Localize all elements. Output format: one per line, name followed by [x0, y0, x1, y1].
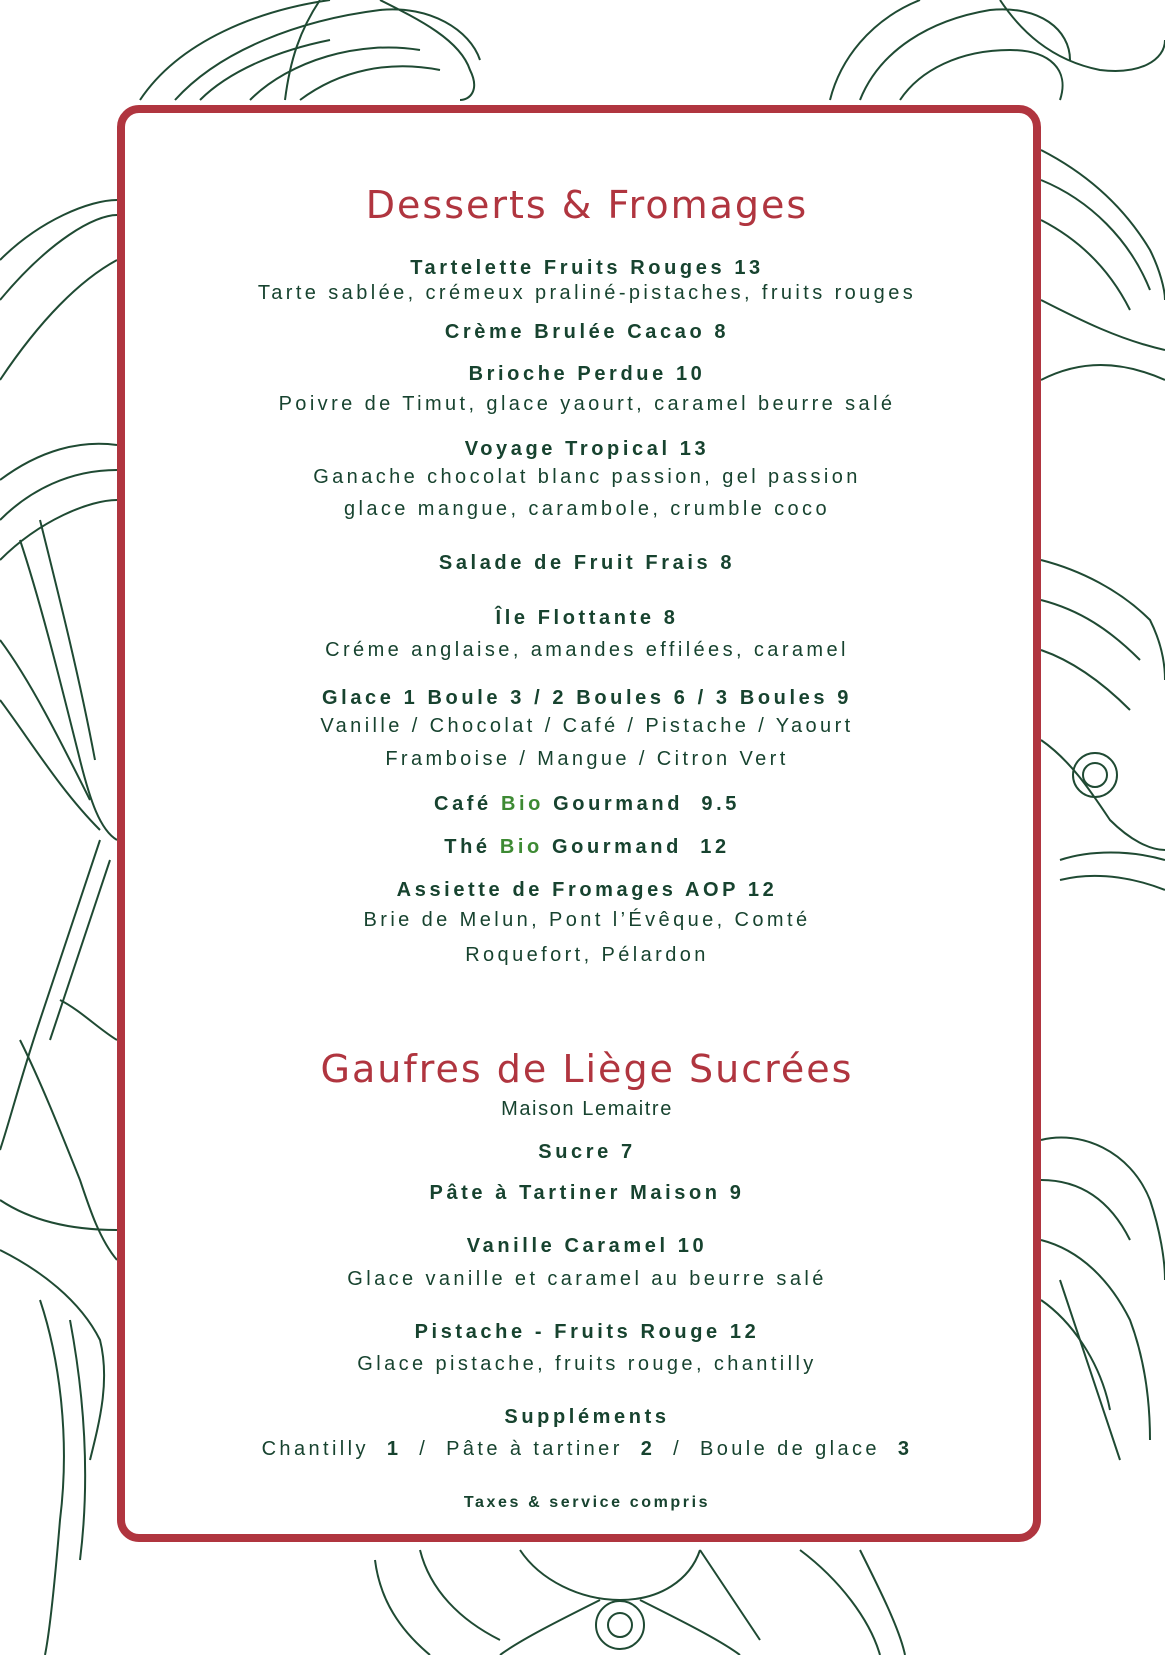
menu-item-description: glace mangue, carambole, crumble coco — [344, 498, 830, 520]
menu-item-description: Tarte sablée, crémeux praliné-pistaches, fruits rouges — [257, 282, 917, 304]
menu-item-vanille-caramel: Vanille Caramel 10 — [466, 1235, 708, 1257]
supplement-name: Chantilly — [261, 1438, 387, 1460]
item-name: Thé — [444, 836, 500, 858]
separator: / — [655, 1438, 701, 1460]
supplements-title: Suppléments — [504, 1406, 670, 1428]
item-name: Café — [434, 793, 501, 815]
menu-item-description: Poivre de Timut, glace yaourt, caramel beurre salé — [278, 393, 896, 415]
section-title-desserts: Desserts & Fromages — [365, 183, 809, 227]
supplement-price: 3 — [897, 1438, 913, 1460]
menu-item-ile-flottante: Île Flottante 8 — [495, 607, 679, 629]
menu-item-description: Framboise / Mangue / Citron Vert — [385, 748, 789, 770]
flower-right-middle — [1041, 560, 1165, 1460]
bio-label: Bio — [500, 793, 544, 815]
footer-note: Taxes & service compris — [463, 1494, 711, 1511]
supplement-price: 2 — [640, 1438, 656, 1460]
menu-item-glace: Glace 1 Boule 3 / 2 Boules 6 / 3 Boules 9 — [322, 687, 852, 709]
item-name: Gourmand 9.5 — [543, 793, 740, 815]
menu-item-the-gourmand — [125, 836, 1049, 859]
section-subtitle: Maison Lemaitre — [501, 1098, 673, 1120]
item-name: Gourmand 12 — [542, 836, 730, 858]
menu-item-description: Vanille / Chocolat / Café / Pistache / Yaourt — [320, 715, 854, 737]
menu-item-fromages: Assiette de Fromages AOP 12 — [396, 879, 778, 901]
supplement-name: Pâte à tartiner — [446, 1438, 641, 1460]
menu-item-description: Ganache chocolat blanc passion, gel passion — [313, 466, 861, 488]
bio-label: Bio — [499, 836, 543, 858]
menu-item-description: Brie de Melun, Pont l’Évêque, Comté — [363, 909, 811, 931]
menu-item-sucre: Sucre 7 — [538, 1141, 636, 1163]
menu-item-description: Roquefort, Pélardon — [465, 944, 709, 966]
supplements-list — [125, 1438, 1049, 1461]
menu-item-brioche: Brioche Perdue 10 — [468, 363, 706, 385]
menu-item-cafe-gourmand — [125, 793, 1049, 816]
supplement-name: Boule de glace — [700, 1438, 898, 1460]
menu-item-description: Créme anglaise, amandes effilées, caramel — [325, 639, 849, 661]
menu-item-salade: Salade de Fruit Frais 8 — [438, 552, 736, 574]
flower-left-middle — [0, 444, 117, 1655]
menu-item-voyage: Voyage Tropical 13 — [464, 438, 710, 460]
menu-item-pate-a-tartiner: Pâte à Tartiner Maison 9 — [429, 1182, 745, 1204]
supplement-price: 1 — [386, 1438, 402, 1460]
flower-bottom — [375, 1550, 905, 1655]
menu-item-description: Glace vanille et caramel au beurre salé — [347, 1268, 827, 1290]
menu-item-tartelette: Tartelette Fruits Rouges 13 — [410, 257, 764, 279]
separator: / — [401, 1438, 447, 1460]
menu-item-pistache: Pistache - Fruits Rouge 12 — [414, 1321, 760, 1343]
menu-item-creme-brulee: Crème Brulée Cacao 8 — [444, 321, 730, 343]
menu-card — [117, 105, 1041, 1542]
section-title-gaufres: Gaufres de Liège Sucrées — [320, 1047, 854, 1091]
menu-item-description: Glace pistache, fruits rouge, chantilly — [357, 1353, 817, 1375]
